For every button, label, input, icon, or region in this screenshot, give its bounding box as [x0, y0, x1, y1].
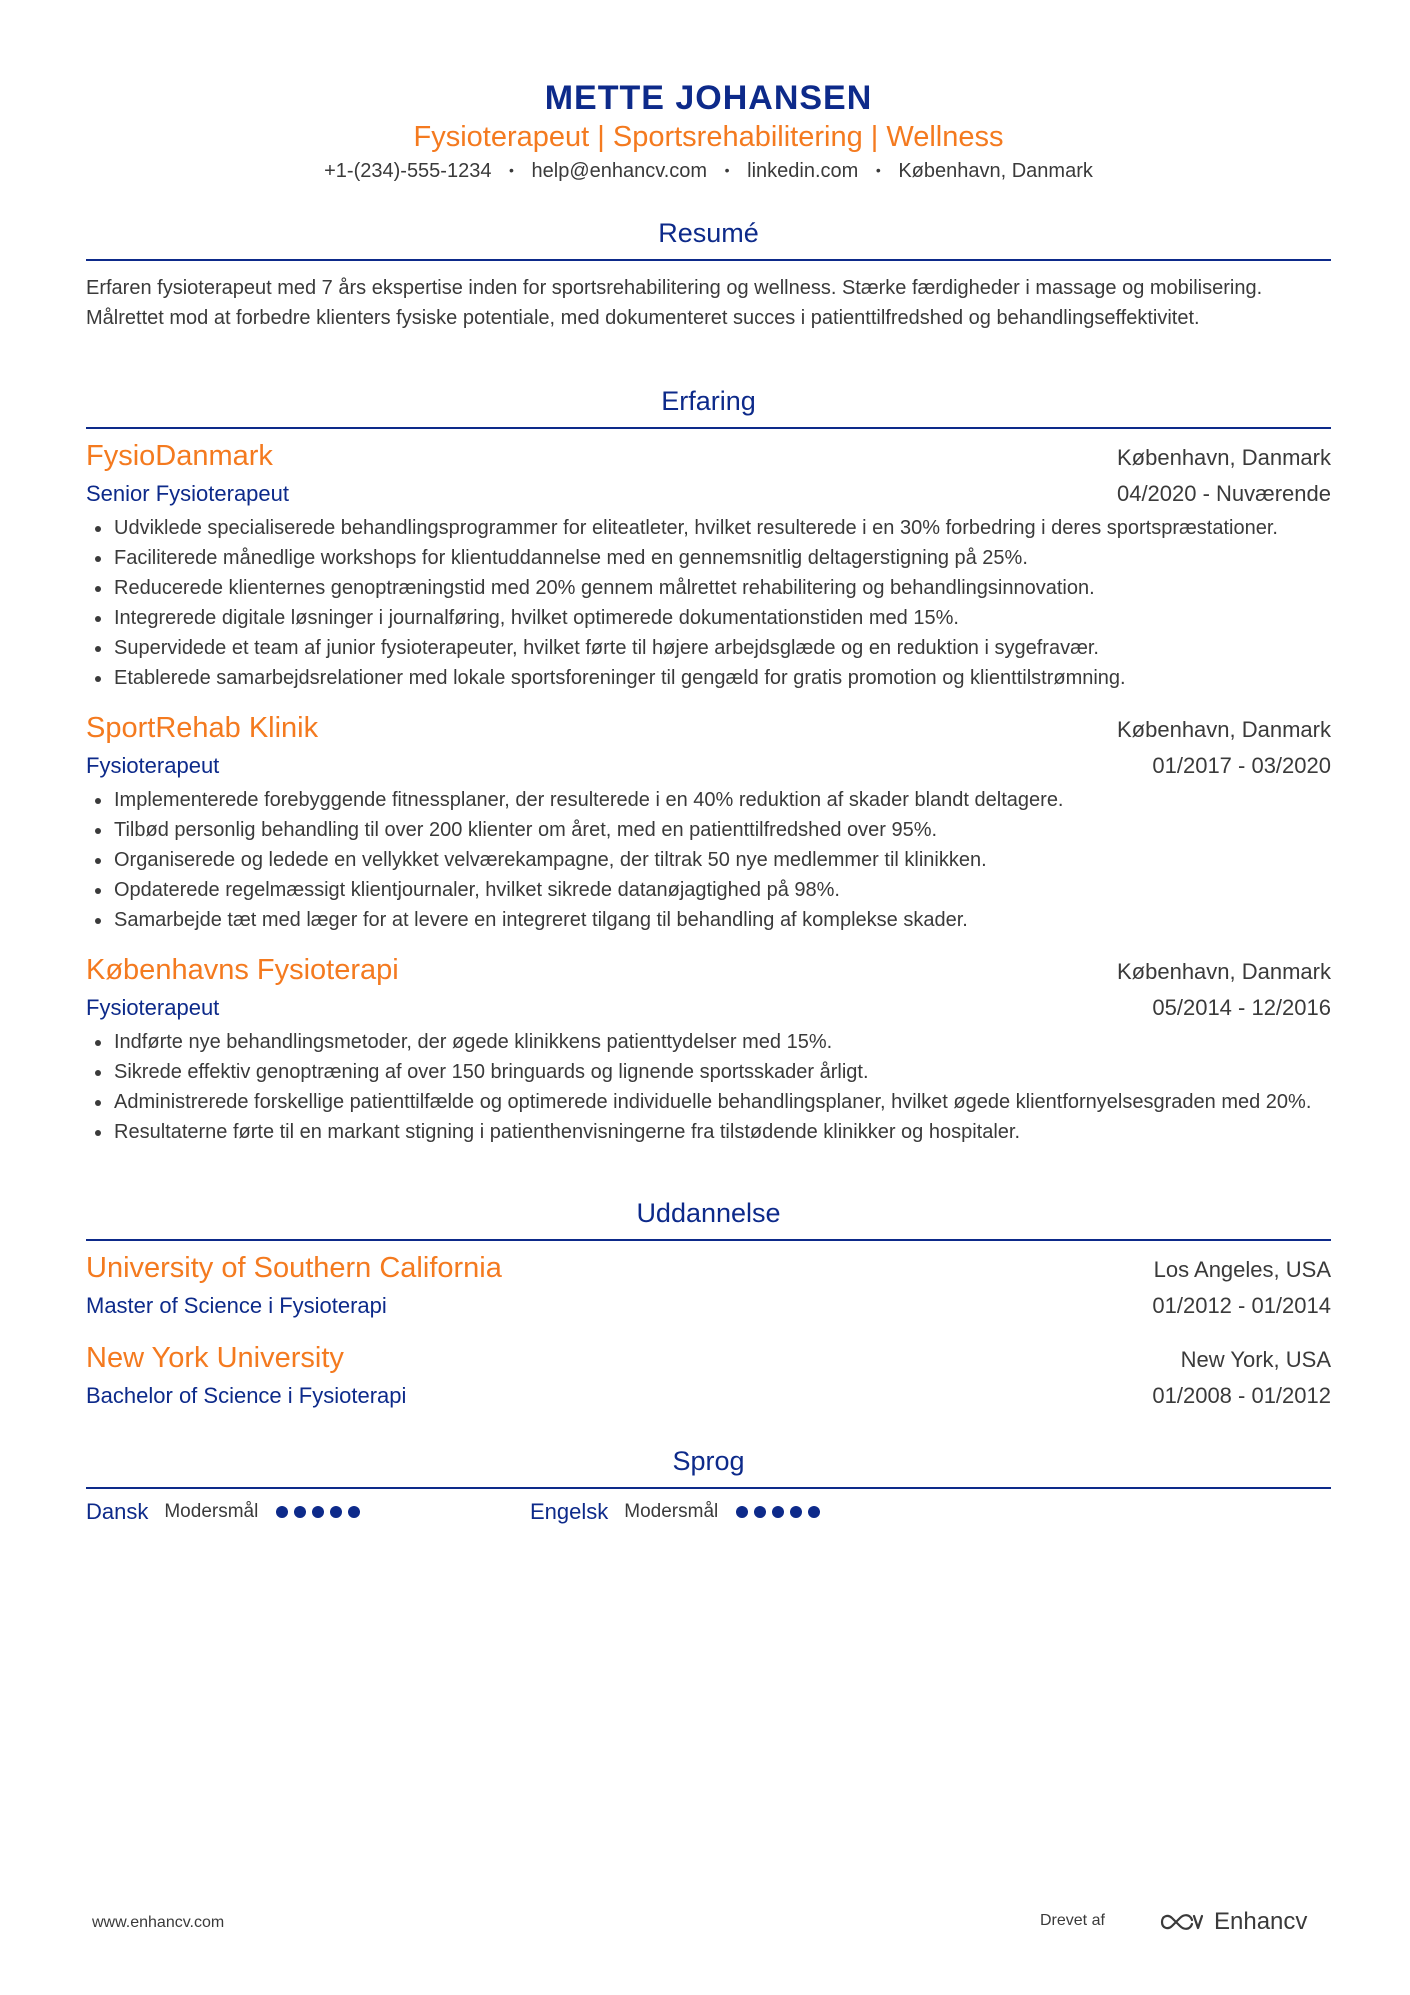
list-item: Organiserede og ledede en vellykket velværekampagne, der tiltrak 50 nye medlemmer til klinikken.: [86, 845, 1331, 875]
resume-page: [86, 0, 1331, 1525]
job-title: Senior Fysioterapeut: [86, 481, 289, 506]
bullet-list: [86, 785, 1331, 935]
resume-header: [86, 0, 1331, 185]
list-item: Samarbejde tæt med læger for at levere en integreret tilgang til behandling af komplekse skader.: [86, 905, 1331, 935]
degree: Master of Science i Fysioterapi: [86, 1293, 387, 1318]
section-title: Erfaring: [661, 386, 756, 416]
list-item: Integrerede digitale løsninger i journalføring, hvilket optimerede dokumentationstiden med 15%.: [86, 603, 1331, 633]
proficiency-dot: [754, 1506, 766, 1518]
education-entry: [86, 1249, 1331, 1323]
degree: Bachelor of Science i Fysioterapi: [86, 1383, 407, 1408]
entry-location: New York, USA: [1180, 1347, 1331, 1372]
email[interactable]: help@enhancv.com: [531, 160, 708, 182]
education-section: [86, 1195, 1331, 1413]
bullet-list: [86, 1027, 1331, 1147]
languages-section: [86, 1443, 1331, 1525]
language-list: [86, 1499, 1331, 1525]
contact-line: [86, 158, 1331, 185]
list-item: Opdaterede regelmæssigt klientjournaler, hvilket sikrede datanøjagtighed på 98%.: [86, 875, 1331, 905]
separator-dot: •: [875, 162, 881, 178]
experience-entry: [86, 437, 1331, 693]
company-name: SportRehab Klinik: [86, 712, 319, 744]
page-footer: [0, 1908, 1410, 1938]
bullet-list: [86, 513, 1331, 693]
entry-location: København, Danmark: [1117, 717, 1331, 742]
proficiency-dot: [790, 1506, 802, 1518]
powered-by-label: Drevet af: [1040, 1912, 1105, 1929]
section-divider: [86, 427, 1331, 429]
entry-location: København, Danmark: [1117, 959, 1331, 984]
summary-section: [86, 215, 1331, 333]
entry-location: København, Danmark: [1117, 445, 1331, 470]
company-name: Københavns Fysioterapi: [86, 954, 399, 986]
education-entry: [86, 1339, 1331, 1413]
section-title: Sprog: [672, 1446, 745, 1476]
proficiency-dot: [276, 1506, 288, 1518]
list-item: Tilbød personlig behandling til over 200 klienter om året, med en patienttilfredshed over 95%.: [86, 815, 1331, 845]
proficiency-dot: [330, 1506, 342, 1518]
list-item: Indførte nye behandlingsmetoder, der øgede klinikkens patienttydelser med 15%.: [86, 1027, 1331, 1057]
proficiency-dots: [276, 1506, 360, 1518]
entry-dates: 01/2008 - 01/2012: [1152, 1383, 1331, 1408]
section-divider: [86, 259, 1331, 261]
entry-dates: 05/2014 - 12/2016: [1152, 995, 1331, 1020]
section-title: Uddannelse: [636, 1198, 781, 1228]
language-level: Modersmål: [164, 1501, 259, 1522]
proficiency-dot: [294, 1506, 306, 1518]
proficiency-dot: [348, 1506, 360, 1518]
school-name: University of Southern California: [86, 1252, 502, 1284]
linkedin[interactable]: linkedin.com: [747, 160, 859, 182]
language-level: Modersmål: [624, 1501, 719, 1522]
location: København, Danmark: [898, 160, 1093, 182]
list-item: Supervidede et team af junior fysioterapeuter, hvilket førte til højere arbejdsglæde og en reduktion i sygefravær.: [86, 633, 1331, 663]
proficiency-dot: [772, 1506, 784, 1518]
experience-entry: [86, 951, 1331, 1147]
list-item: Reducerede klienternes genoptræningstid med 20% gennem målrettet rehabilitering og behandlingsinnovation.: [86, 573, 1331, 603]
enhancv-logo-icon: [1158, 1910, 1204, 1934]
entry-dates: 01/2012 - 01/2014: [1152, 1293, 1331, 1318]
brand-logo[interactable]: [1158, 1908, 1307, 1936]
list-item: Sikrede effektiv genoptræning af over 150 bringuards og lignende sportsskader årligt.: [86, 1057, 1331, 1087]
proficiency-dot: [312, 1506, 324, 1518]
list-item: Faciliterede månedlige workshops for klientuddannelse med en gennemsnitlig deltagerstigning på 25%.: [86, 543, 1331, 573]
job-title: Fysioterapeut: [86, 995, 220, 1020]
language-name: Engelsk: [530, 1499, 609, 1524]
school-name: New York University: [86, 1342, 344, 1374]
entry-dates: 04/2020 - Nuværende: [1116, 481, 1331, 506]
separator-dot: •: [724, 162, 730, 178]
company-name: FysioDanmark: [86, 440, 273, 472]
experience-section: [86, 383, 1331, 1147]
list-item: Etablerede samarbejdsrelationer med lokale sportsforeninger til gengæld for gratis promotion og klienttilstrømning.: [86, 663, 1331, 693]
section-divider: [86, 1487, 1331, 1489]
phone: +1-(234)-555-1234: [324, 160, 492, 182]
summary-text: Erfaren fysioterapeut med 7 års ekspertise inden for sportsrehabilitering og wellness. Stærke færdigheder i massage og mobilisering. Målrettet mod at forbedre klienters fysiske potentiale, med dokumenteret succes i patienttilfredshed og behandlingseffektivitet.: [86, 277, 1263, 329]
separator-dot: •: [509, 162, 514, 178]
proficiency-dot: [808, 1506, 820, 1518]
job-title: Fysioterapeut: [86, 753, 220, 778]
language-item: [530, 1499, 974, 1525]
list-item: Implementerede forebyggende fitnessplaner, der resulterede i en 40% reduktion af skader blandt deltagere.: [86, 785, 1331, 815]
list-item: Administrerede forskellige patienttilfælde og optimerede individuelle behandlingsplaner, hvilket øgede klientfornyelsesgraden med 20%.: [86, 1087, 1331, 1117]
footer-website[interactable]: www.enhancv.com: [92, 1914, 225, 1931]
candidate-name: METTE JOHANSEN: [544, 79, 873, 117]
proficiency-dots: [736, 1506, 820, 1518]
list-item: Resultaterne førte til en markant stigning i patienthenvisningerne fra tilstødende klinikker og hospitaler.: [86, 1117, 1331, 1147]
list-item: Udviklede specialiserede behandlingsprogrammer for eliteatleter, hvilket resulterede i en 30% forbedring i deres sportspræstationer.: [86, 513, 1331, 543]
entry-location: Los Angeles, USA: [1153, 1257, 1331, 1282]
language-name: Dansk: [86, 1499, 149, 1524]
section-title: Resumé: [658, 218, 759, 248]
candidate-subtitle: Fysioterapeut | Sportsrehabilitering | Wellness: [413, 121, 1004, 153]
brand-name: Enhancv: [1214, 1908, 1308, 1935]
experience-entry: [86, 709, 1331, 935]
proficiency-dot: [736, 1506, 748, 1518]
language-item: [86, 1499, 530, 1525]
entry-dates: 01/2017 - 03/2020: [1152, 753, 1331, 778]
section-divider: [86, 1239, 1331, 1241]
